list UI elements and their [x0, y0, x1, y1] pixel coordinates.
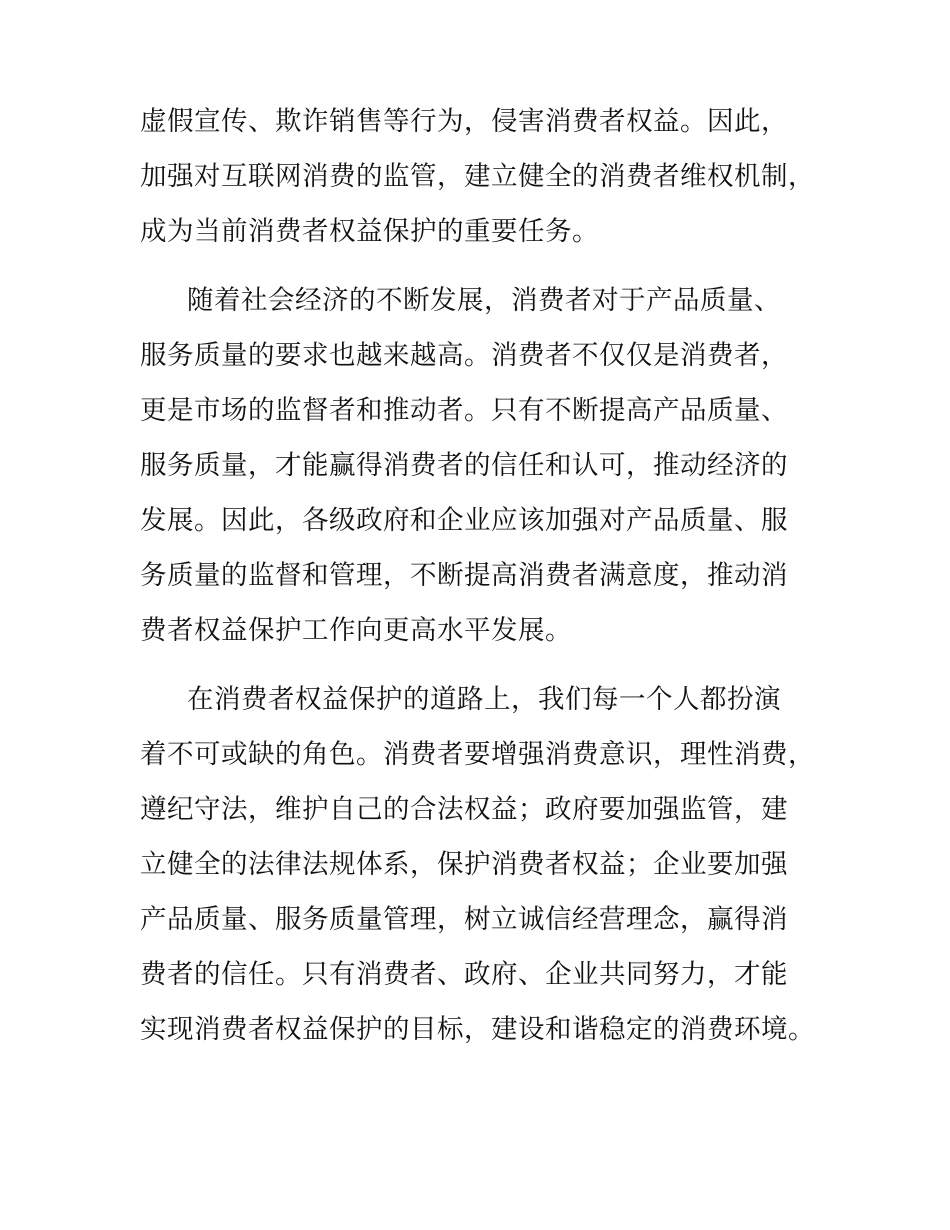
paragraph-1-line-3: 成为当前消费者权益保护的重要任务。 — [140, 216, 599, 247]
paragraph-3-line-3: 遵纪守法，维护自己的合法权益；政府要加强监管，建 — [140, 794, 788, 825]
paragraph-1-line-1: 虚假宣传、欺诈销售等行为，侵害消费者权益。因此， — [140, 106, 788, 137]
paragraph-2-line-6: 务质量的监督和管理，不断提高消费者满意度，推动消 — [140, 560, 788, 591]
paragraph-3-line-7: 实现消费者权益保护的目标，建设和谐稳定的消费环境。 — [140, 1014, 815, 1045]
paragraph-2-line-4: 服务质量，才能赢得消费者的信任和认可，推动经济的 — [140, 450, 788, 481]
paragraph-2-line-7: 费者权益保护工作向更高水平发展。 — [140, 615, 572, 646]
paragraph-3-line-1: 在消费者权益保护的道路上，我们每一个人都扮演 — [187, 684, 781, 715]
paragraph-3-line-4: 立健全的法律法规体系，保护消费者权益；企业要加强 — [140, 849, 788, 880]
paragraph-3-line-2: 着不可或缺的角色。消费者要增强消费意识，理性消费， — [140, 739, 815, 770]
paragraph-2-line-5: 发展。因此，各级政府和企业应该加强对产品质量、服 — [140, 505, 788, 536]
paragraph-2-line-1: 随着社会经济的不断发展，消费者对于产品质量、 — [187, 285, 781, 316]
paragraph-3-line-5: 产品质量、服务质量管理，树立诚信经营理念，赢得消 — [140, 904, 788, 935]
paragraph-3-line-6: 费者的信任。只有消费者、政府、企业共同努力，才能 — [140, 959, 788, 990]
paragraph-2-line-2: 服务质量的要求也越来越高。消费者不仅仅是消费者， — [140, 340, 788, 371]
paragraph-2-line-3: 更是市场的监督者和推动者。只有不断提高产品质量、 — [140, 395, 788, 426]
paragraph-1-line-2: 加强对互联网消费的监管，建立健全的消费者维权机制， — [140, 161, 815, 192]
